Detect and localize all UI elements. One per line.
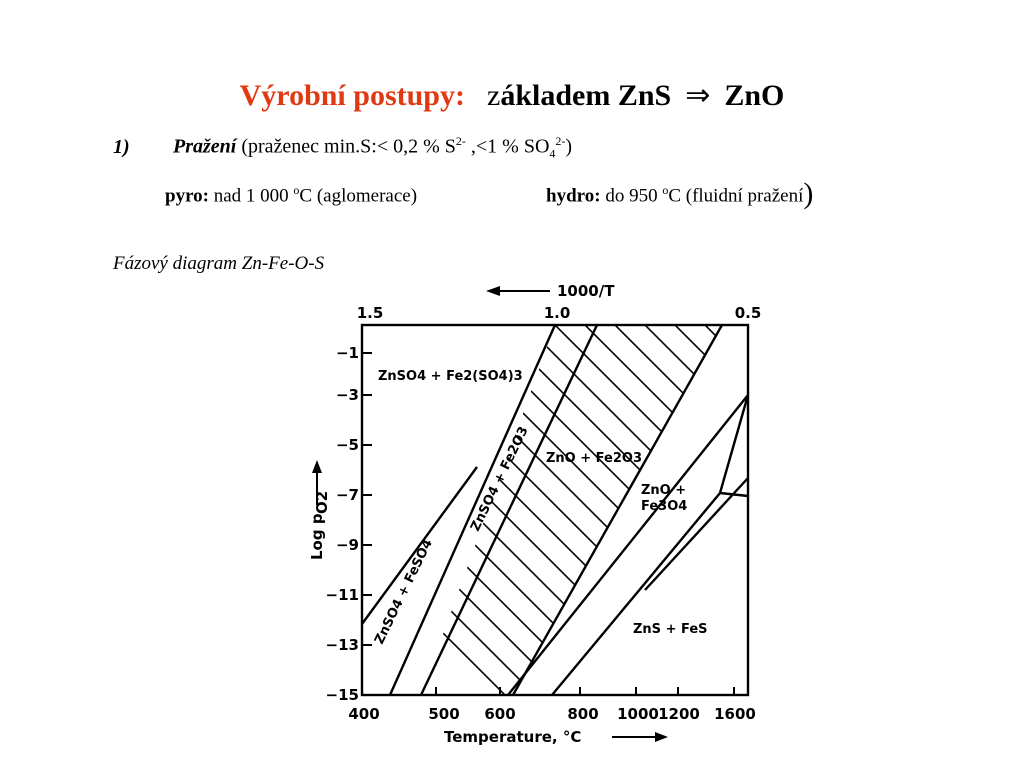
- y-tick-label: −15: [325, 686, 359, 704]
- title-red-part: Výrobní postupy:: [239, 79, 465, 112]
- y-axis-sub: O2: [313, 490, 331, 514]
- y-tick-label: −9: [335, 536, 359, 554]
- x-tick-label: 400: [348, 705, 380, 723]
- title-rest: ákladem ZnS: [500, 79, 672, 112]
- y-axis-label: Log p: [308, 513, 326, 560]
- hydro-sup: o: [662, 183, 669, 197]
- top-tick-label: 1.0: [543, 304, 571, 322]
- hydro-close-paren: ): [803, 177, 814, 211]
- sup-1: 2-: [455, 134, 466, 148]
- y-tick-label: −3: [335, 386, 359, 404]
- boundary-hatch-right: [513, 325, 722, 695]
- x-tick-label: 1200: [658, 705, 700, 723]
- y-tick-label: −5: [335, 436, 359, 454]
- top-axis-label: 1000/T: [557, 282, 615, 300]
- roasting-detail-b: ,<1 % SO: [465, 135, 550, 158]
- region-label-znso4-fe2o3: ZnSO4 + Fe2O3: [468, 424, 532, 534]
- top-tick-label: 1.5: [356, 304, 384, 322]
- top-axis-arrow-icon: [486, 286, 550, 296]
- roasting-label: Pražení: [173, 135, 237, 158]
- top-tick-label: 0.5: [734, 304, 762, 322]
- roasting-detail-a: (praženec min.S:< 0,2 % S: [241, 135, 456, 158]
- region-label-zno-fe3o4: ZnO +: [641, 483, 687, 498]
- x-tick-label: 600: [484, 705, 516, 723]
- title-end: ZnO: [724, 79, 785, 112]
- y-tick-label: −7: [335, 486, 359, 504]
- x-axis-arrow-icon: [612, 732, 668, 742]
- x-tick-label: 800: [567, 705, 599, 723]
- diagram-caption: Fázový diagram Zn-Fe-O-S: [113, 253, 325, 274]
- pyro-label: pyro:: [165, 185, 209, 207]
- x-tick-label: 1000: [617, 705, 659, 723]
- pyro-text-b: C (aglomerace): [299, 185, 418, 207]
- region-label-zno-fe3o4: Fe3O4: [641, 499, 688, 514]
- hydro-text-a: do 950: [605, 185, 663, 207]
- x-tick-label: 1600: [714, 705, 756, 723]
- title-z: z: [486, 79, 501, 112]
- y-tick-label: −13: [325, 636, 359, 654]
- sup-2: 2-: [555, 134, 566, 148]
- x-tick-label: 500: [428, 705, 460, 723]
- implies-arrow-icon: ⇒: [685, 79, 711, 112]
- hydro-label: hydro:: [546, 185, 601, 207]
- x-axis-label: Temperature, °C: [444, 728, 582, 746]
- hatched-region-zno-fe2o3: [380, 0, 900, 768]
- hydro-text-b: C (fluidní pražení: [668, 185, 804, 207]
- region-label-znso4-fe2so43: ZnSO4 + Fe2(SO4)3: [378, 369, 523, 384]
- boundary-zns-fes: [552, 395, 748, 695]
- roasting-detail-c: ): [565, 135, 573, 158]
- sub-1: 4: [549, 146, 556, 161]
- boundary-zno-fe3o4: [508, 395, 748, 695]
- list-number: 1): [113, 135, 130, 158]
- y-tick-label: −11: [325, 586, 359, 604]
- region-label-zno-fe2o3: ZnO + Fe2O3: [546, 451, 642, 466]
- region-label-znso4-feso4: ZnSO4 + FeSO4: [372, 537, 436, 647]
- pyro-text-a: nad 1 000: [213, 185, 294, 207]
- region-label-zns-fes: ZnS + FeS: [633, 622, 708, 637]
- y-tick-label: −1: [335, 344, 359, 362]
- pyro-sup: o: [293, 183, 300, 197]
